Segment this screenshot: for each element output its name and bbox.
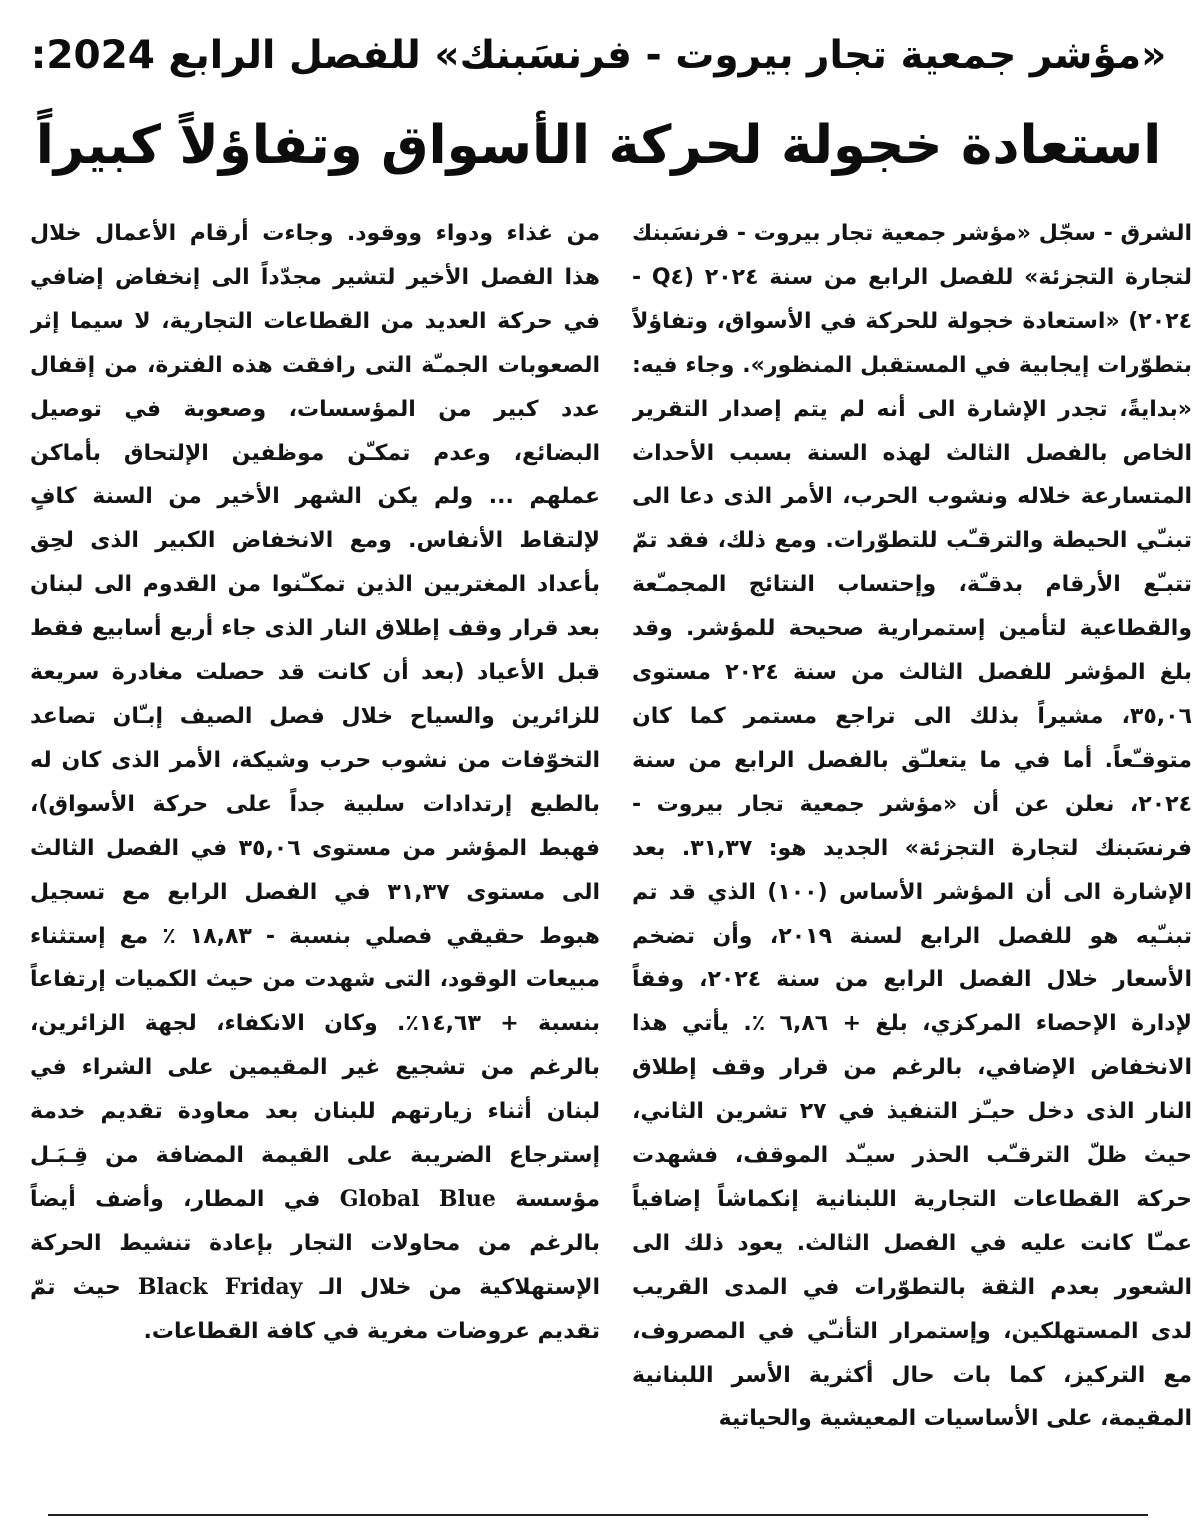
bottom-divider	[48, 1514, 1148, 1516]
headline-line-2: استعادة خجولة لحركة الأسواق وتفاؤلاً كبيراً	[35, 115, 1162, 176]
article-column-right: الشرق - سجّل «مؤشر جمعية تجار بيروت - فرنسَبنك لتجارة التجزئة» للفصل الرابع من سنة ٢٠٢٤ (Q٤ - ٢٠٢٤) «استعادة خجولة للحركة في الأسواق، وتفاؤلاً بتطوّرات إيجابية في المستقبل المنظور». وجاء فيه: «بدايةً، تجدر الإشارة الى أنه لم يتم إصدار التقرير الخاص بالفصل الثالث لهذه السنة بسبب الأحداث المتسارعة خلاله ونشوب الحرب، الأمر الذى دعا الى تبنـّي الحيطة والترقـّب للتطوّرات. ومع ذلك، فقد تمّ تتبـّع الأرقام بدقـّة، وإحتساب النتائج المجمـّعة والقطاعية لتأمين إستمرارية صحيحة للمؤشر. وقد بلغ المؤشر للفصل الثالث من سنة ٢٠٢٤ مستوى ٣٥,٠٦، مشيراً بذلك الى تراجع مستمر كما كان متوقـّعاً. أما في ما يتعلـّق بالفصل الرابع من سنة ٢٠٢٤، نعلن عن أن «مؤشر جمعية تجار بيروت - فرنسَبنك لتجارة التجزئة» الجديد هو: ٣١,٣٧. بعد الإشارة الى أن المؤشر الأساس (١٠٠) الذي قد تم تبنـّيه هو للفصل الرابع لسنة ٢٠١٩، وأن تضخم الأسعار خلال الفصل الرابع من سنة ٢٠٢٤، وفقاً لإدارة الإحصاء المركزي، بلغ + ٦,٨٦ ٪. يأتي هذا الانخفاض الإضافي، بالرغم من قرار وقف إطلاق النار الذى دخل حيـّز التنفيذ في ٢٧ تشرين الثاني، حيث ظلّ الترقـّب الحذر سيـّد الموقف، فشهدت حركة القطاعات التجارية اللبنانية إنكماشاً إضافياً عمـّا كانت عليه في الفصل الثالث. يعود ذلك الى الشعور بعدم الثقة بالتطوّرات في المدى القريب لدى المستهلكين، وإستمرار التأنـّي في المصروف، مع التركيز، كما بات حال أكثرية الأسر اللبنانية المقيمة، على الأساسيات المعيشية والحياتية	[632, 221, 1192, 1432]
left-column-text-2: في المطار، وأضف أيضاً بالرغم من محاولات التجار بإعادة تنشيط الحركة الإستهلاكية من خلال الـ	[30, 1186, 600, 1300]
article-column-left	[30, 212, 600, 1502]
black-friday-text: Black Friday	[137, 1273, 303, 1300]
headline-line-1: «مؤشر جمعية تجار بيروت - فرنسَبنك» للفصل الرابع 2024:	[30, 33, 1167, 78]
global-blue-text: Global Blue	[339, 1185, 496, 1212]
left-column-text-3: حيث تمّ تقديم عروضات مغرية في كافة القطاعات.	[30, 1274, 600, 1344]
left-column-text-1: من غذاء ودواء ووقود. وجاءت أرقام الأعمال خلال هذا الفصل الأخير لتشير مجدّداً الى إنخفاض إضافي في حركة العديد من القطاعات التجارية، لا سيما إثر الصعوبات الجمـّة التى رافقت هذه الفترة، من إقفال عدد كبير من المؤسسات، وصعوبة في توصيل البضائع، وعدم تمكـّن موظفين الإلتحاق بأماكن عملهم ... ولم يكن الشهر الأخير من السنة كافٍ لإلتقاط الأنفاس. ومع الانخفاض الكبير الذى لحِق بأعداد المغتربين الذين تمكـّنوا من القدوم الى لبنان بعد قرار وقف إطلاق النار الذى جاء أربع أسابيع فقط قبل الأعياد (بعد أن كانت قد حصلت مغادرة سريعة للزائرين والسياح خلال فصل الصيف إبـّان تصاعد التخوّفات من نشوب حرب وشيكة، الأمر الذى كان له بالطبع إرتدادات سلبية جداً على حركة الأسواق)، فهبط المؤشر من مستوى ٣٥,٠٦ في الفصل الثالث الى مستوى ٣١,٣٧ في الفصل الرابع مع تسجيل هبوط حقيقي فصلي بنسبة - ١٨,٨٣ ٪ مع إستثناء مبيعات الوقود، التى شهدت من حيث الكميات إرتفاعاً بنسبة + ١٤,٦٣٪. وكان الانكفاء، لجهة الزائرين، بالرغم من تشجيع غير المقيمين على الشراء في لبنان أثناء زيارتهم للبنان بعد معاودة تقديم خدمة إسترجاع الضريبة على القيمة المضافة من قِـبَـل مؤسسة	[30, 221, 600, 1212]
